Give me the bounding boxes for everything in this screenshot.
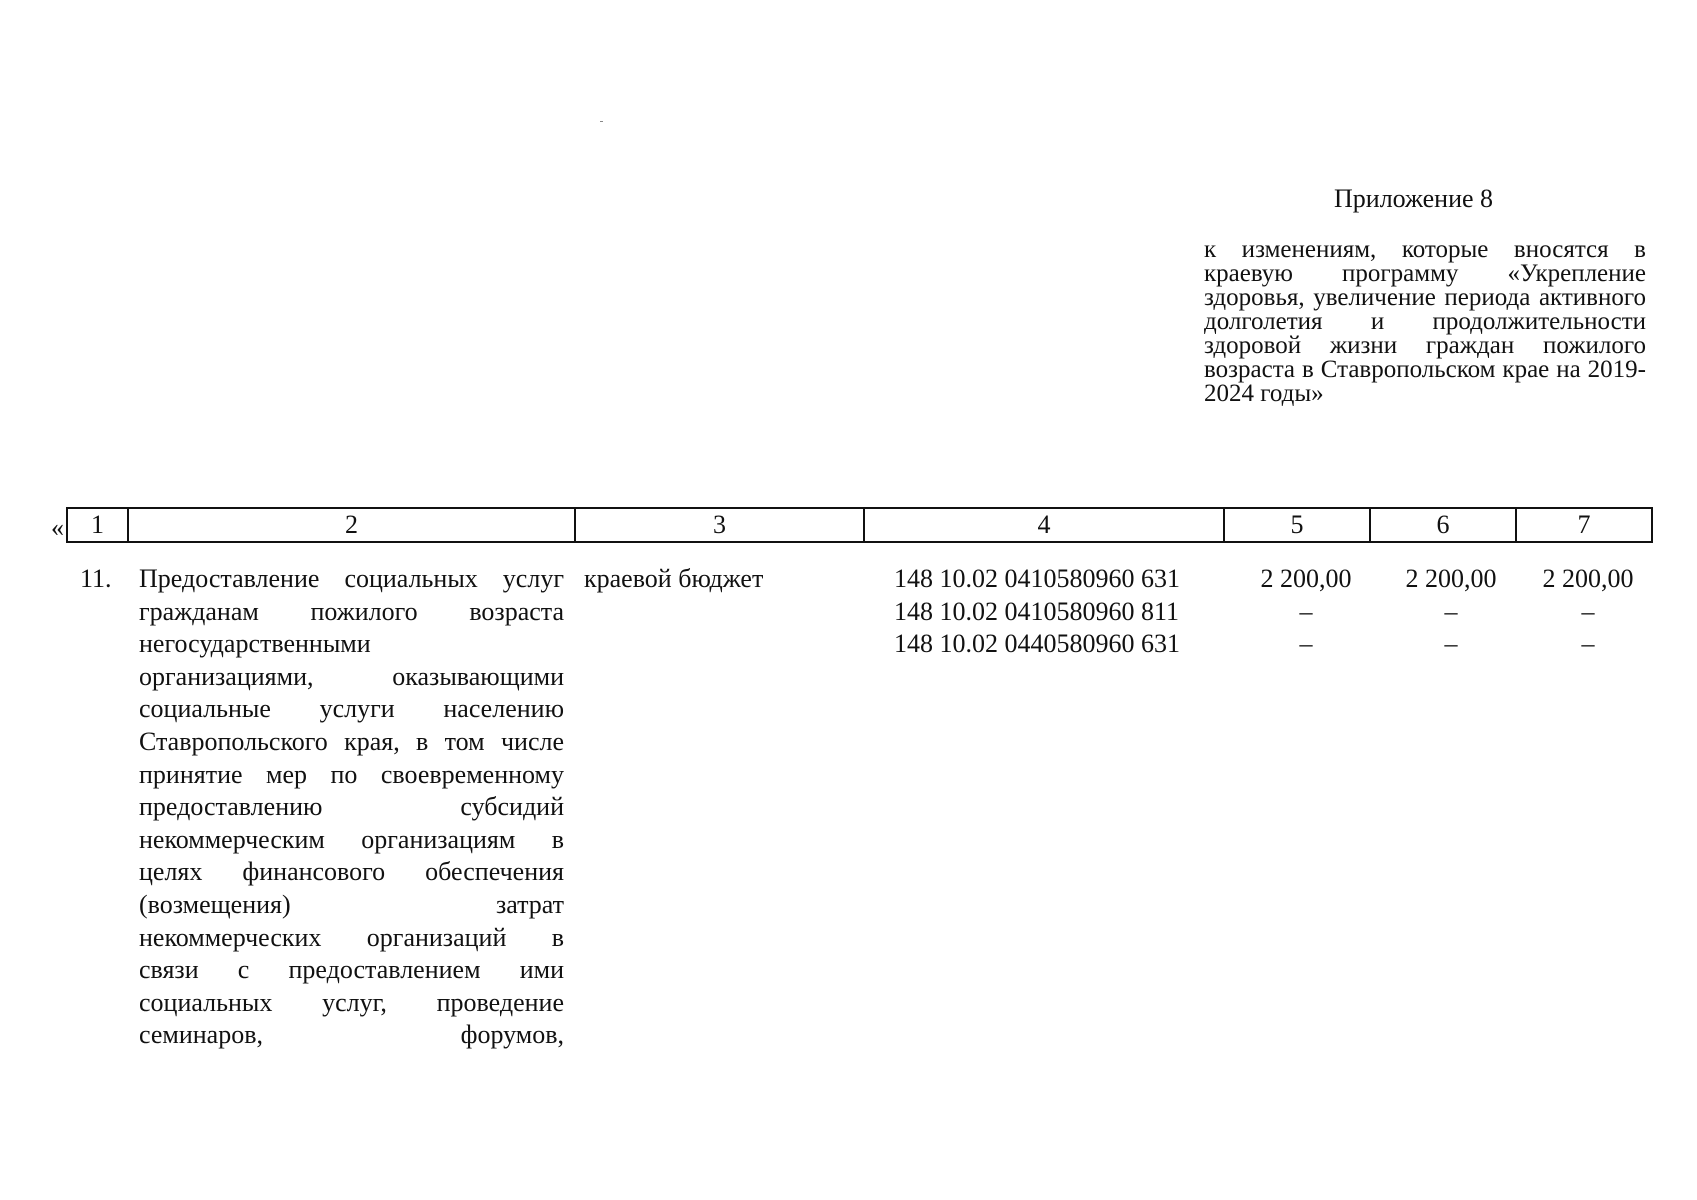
appendix-title: Приложение 8 bbox=[1334, 184, 1494, 213]
description-line: принятие мер по своевременному bbox=[139, 759, 564, 789]
row-description bbox=[139, 563, 564, 1052]
appendix-text: к изменениям, которые вносятся в краевую программу «Укрепление здоровья, увеличение периода активного долголетия и продолжительности здоровой жизни граждан пожилого возраста в Ставропольском крае на 2019-2024 годы» bbox=[1204, 236, 1646, 407]
amount-cell: – bbox=[1581, 596, 1595, 626]
column-number-7: 7 bbox=[1516, 508, 1652, 542]
description-line: Ставропольского края, в том числе bbox=[139, 726, 564, 756]
amount-cell: 2 200,00 bbox=[1542, 564, 1634, 593]
table-header-row bbox=[66, 507, 1653, 543]
column-number-6: 6 bbox=[1370, 508, 1516, 542]
budget-code: 148 10.02 0410580960 631 bbox=[894, 564, 1180, 593]
column-number-3: 3 bbox=[575, 508, 864, 542]
description-line: социальные услуги населению bbox=[139, 694, 564, 724]
amount-cell: – bbox=[1444, 629, 1458, 659]
description-line: социальных услуг, проведение bbox=[139, 987, 564, 1017]
description-line: Предоставление социальных услуг bbox=[139, 564, 564, 593]
budget-code: 148 10.02 0410580960 811 bbox=[894, 596, 1180, 626]
column-number-1: 1 bbox=[67, 508, 128, 542]
column-number-2: 2 bbox=[128, 508, 575, 542]
column-number-4: 4 bbox=[864, 508, 1224, 542]
column-7-values bbox=[1508, 563, 1668, 661]
description-line: некоммерческих организаций в bbox=[139, 922, 564, 952]
description-line: (возмещения) затрат bbox=[139, 889, 564, 919]
amount-cell: – bbox=[1299, 596, 1313, 626]
amount-cell: – bbox=[1581, 629, 1595, 659]
amount-cell: – bbox=[1299, 629, 1313, 659]
opening-quote: « bbox=[51, 513, 64, 542]
description-line: семинаров, форумов, bbox=[139, 1020, 564, 1050]
amount-cell: – bbox=[1444, 596, 1458, 626]
description-line: организациями, оказывающими bbox=[139, 661, 564, 691]
description-line: гражданам пожилого возраста bbox=[139, 596, 564, 626]
description-line: предоставлению субсидий bbox=[139, 792, 564, 822]
budget-code: 148 10.02 0440580960 631 bbox=[894, 629, 1180, 659]
column-6-values bbox=[1371, 563, 1531, 661]
column-5-values bbox=[1226, 563, 1386, 661]
funding-source: краевой бюджет bbox=[584, 564, 764, 593]
description-line: связи с предоставлением ими bbox=[139, 955, 564, 985]
row-number: 11. bbox=[80, 564, 112, 593]
amount-cell: 2 200,00 bbox=[1405, 564, 1497, 593]
description-line: негосударственными bbox=[139, 629, 371, 659]
scan-speck bbox=[600, 121, 603, 122]
description-line: некоммерческим организациям в bbox=[139, 824, 564, 854]
budget-codes bbox=[894, 563, 1180, 661]
description-line: целях финансового обеспечения bbox=[139, 857, 564, 887]
amount-cell: 2 200,00 bbox=[1260, 564, 1352, 593]
column-number-5: 5 bbox=[1224, 508, 1370, 542]
